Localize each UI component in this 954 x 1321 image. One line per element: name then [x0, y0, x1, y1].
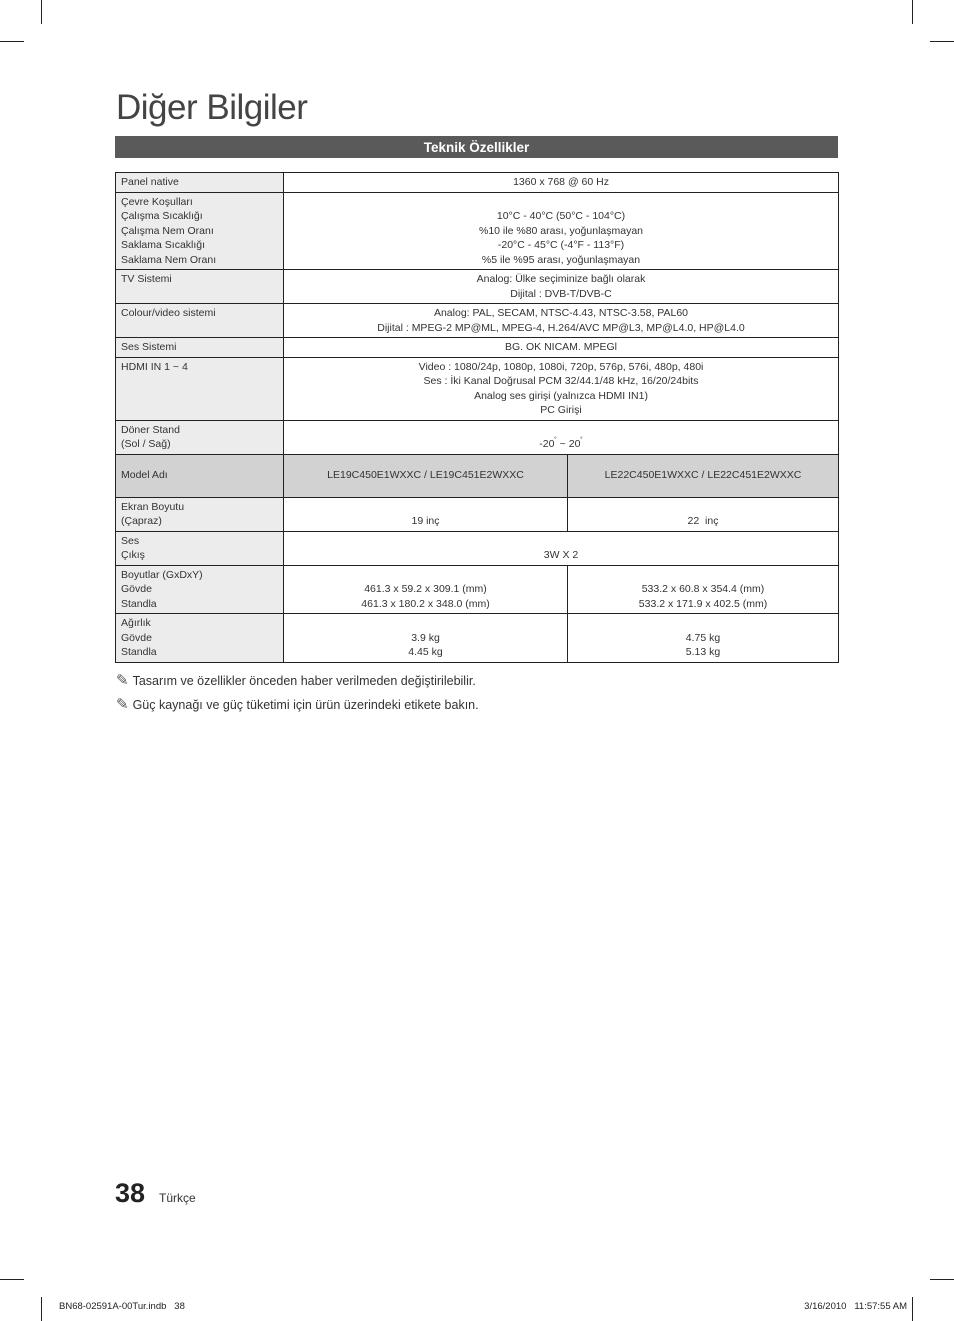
spec-value-line: Analog: PAL, SECAM, NTSC-4.43, NTSC-3.58, PAL60 — [433, 307, 689, 319]
spec-value — [568, 614, 839, 663]
page-number: 38 — [115, 1178, 146, 1208]
spec-label: Ses Sistemi — [116, 338, 284, 358]
spec-value — [284, 614, 568, 663]
spec-label-line: Ağırlık — [121, 617, 151, 629]
spec-value-line: 10°C - 40°C (50°C - 104°C) — [496, 210, 626, 222]
spec-value-line: Ses : İki Kanal Doğrusal PCM 32/44.1/48 kHz, 16/20/24bits — [423, 375, 699, 387]
spec-value-line: Dijital : MPEG-2 MP@ML, MPEG-4, H.264/AVC MP@L3, MP@L4.0, HP@L4.0 — [377, 321, 745, 334]
spec-row-environment — [116, 192, 839, 270]
crop-mark — [41, 0, 42, 24]
spec-label-line: Döner Stand — [121, 423, 180, 436]
spec-value: 1360 x 768 @ 60 Hz — [284, 173, 839, 193]
spec-label — [116, 497, 284, 531]
degree-sign: ˚ — [580, 437, 583, 445]
crop-mark — [930, 1279, 954, 1280]
note-item — [116, 671, 476, 689]
spec-label — [116, 614, 284, 663]
note-item — [116, 695, 479, 713]
pencil-note-icon: ✎ — [116, 696, 129, 713]
spec-label-line: Saklama Nem Oranı — [121, 253, 217, 266]
model-name-22: LE22C450E1WXXC / LE22C451E2WXXC — [568, 454, 839, 497]
spec-label-line: Ekran Boyutu — [121, 500, 185, 513]
swivel-to: ~ 20 — [556, 438, 581, 450]
spec-label-line: Çalışma Nem Oranı — [121, 224, 214, 237]
spec-row-sound-system — [116, 338, 839, 358]
spec-label: TV Sistemi — [116, 270, 284, 304]
spec-row-weight — [116, 614, 839, 663]
spec-row-model — [116, 454, 839, 497]
spec-value — [284, 565, 568, 614]
spec-label-line: Çıkış — [121, 549, 145, 561]
spec-value-line: -20°C - 45°C (-4°F - 113°F) — [497, 239, 625, 251]
crop-mark — [0, 41, 24, 42]
degree-sign: ˚ — [554, 437, 557, 445]
spec-value — [284, 192, 839, 270]
spec-row-colour-video — [116, 304, 839, 338]
spec-value-line: 4.45 kg — [408, 646, 443, 658]
section-title-bar — [115, 136, 838, 158]
spec-row-screen-size — [116, 497, 839, 531]
spec-label-line: Gövde — [121, 583, 152, 595]
spec-value — [284, 270, 839, 304]
footer-print-date: 3/16/2010 11:57:55 AM — [804, 1301, 907, 1312]
spec-label-line: (Sol / Sağ) — [121, 438, 171, 450]
spec-label-line: Çalışma Sıcaklığı — [121, 210, 203, 222]
spec-value-line: 3.9 kg — [411, 631, 440, 644]
spec-label — [116, 420, 284, 454]
spec-row-panel — [116, 173, 839, 193]
spec-value — [568, 565, 839, 614]
spec-value-line: 4.75 kg — [685, 631, 721, 644]
spec-label-line: (Çapraz) — [121, 515, 162, 527]
spec-label — [116, 531, 284, 565]
spec-value-line: Video : 1080/24p, 1080p, 1080i, 720p, 576p, 576i, 480p, 480i — [418, 360, 704, 373]
spec-value: BG. OK NICAM. MPEGl — [284, 338, 839, 358]
spec-label: HDMI IN 1 ~ 4 — [116, 357, 284, 420]
spec-value: 3W X 2 — [284, 531, 839, 565]
spec-label: Colour/video sistemi — [116, 304, 284, 338]
crop-mark — [912, 0, 913, 24]
crop-mark — [41, 1297, 42, 1321]
spec-label-line: Saklama Sıcaklığı — [121, 239, 206, 251]
spec-label — [116, 192, 284, 270]
spec-value-line: Dijital : DVB-T/DVB-C — [510, 287, 612, 300]
spec-value — [284, 304, 839, 338]
note-text: Güç kaynağı ve güç tüketimi için ürün üzerindeki etikete bakın. — [132, 698, 479, 712]
spec-value-line: 461.3 x 180.2 x 348.0 (mm) — [361, 597, 490, 610]
note-text: Tasarım ve özellikler önceden haber verilmeden değiştirilebilir. — [132, 674, 476, 688]
spec-label-line: Ses — [121, 534, 140, 547]
spec-label: Panel native — [116, 173, 284, 193]
footer-file-info: BN68-02591A-00Tur.indb 38 — [59, 1301, 185, 1312]
spec-value-line: 533.2 x 60.8 x 354.4 (mm) — [641, 583, 765, 595]
spec-value-line: 533.2 x 171.9 x 402.5 (mm) — [638, 597, 768, 610]
spec-row-hdmi — [116, 357, 839, 420]
model-name-19: LE19C450E1WXXC / LE19C451E2WXXC — [284, 454, 568, 497]
spec-table — [115, 172, 839, 663]
spec-value — [284, 357, 839, 420]
spec-value-line: 5.13 kg — [685, 646, 721, 658]
spec-value-line: 461.3 x 59.2 x 309.1 (mm) — [364, 583, 487, 595]
spec-label-line: Standla — [121, 646, 157, 658]
page-title: Diğer Bilgiler — [116, 88, 308, 127]
spec-value-line: Analog: Ülke seçiminize bağlı olarak — [476, 273, 646, 285]
crop-mark — [0, 1279, 24, 1280]
spec-value-line: PC Girişi — [540, 404, 582, 416]
spec-label — [116, 565, 284, 614]
section-title: Teknik Özellikler — [423, 140, 530, 155]
crop-mark — [930, 41, 954, 42]
spec-value: 19 inç — [284, 497, 568, 531]
spec-label-line: Standla — [121, 597, 157, 610]
page-language: Türkçe — [159, 1191, 196, 1205]
spec-value — [284, 420, 839, 454]
spec-row-swivel — [116, 420, 839, 454]
spec-value-line: %10 ile %80 arası, yoğunlaşmayan — [479, 224, 644, 237]
pencil-note-icon: ✎ — [116, 672, 129, 689]
spec-value-line: %5 ile %95 arası, yoğunlaşmayan — [481, 253, 641, 266]
spec-row-sound-output — [116, 531, 839, 565]
spec-label: Model Adı — [116, 454, 284, 497]
spec-value: 22 inç — [568, 497, 839, 531]
crop-mark — [912, 1297, 913, 1321]
spec-row-tv-system — [116, 270, 839, 304]
spec-row-dimensions — [116, 565, 839, 614]
spec-value-line: Analog ses girişi (yalnızca HDMI IN1) — [474, 389, 648, 402]
spec-label-line: Çevre Koşulları — [121, 195, 193, 208]
swivel-from: -20 — [539, 438, 555, 450]
spec-label-line: Boyutlar (GxDxY) — [121, 568, 203, 581]
spec-label-line: Gövde — [121, 631, 152, 644]
